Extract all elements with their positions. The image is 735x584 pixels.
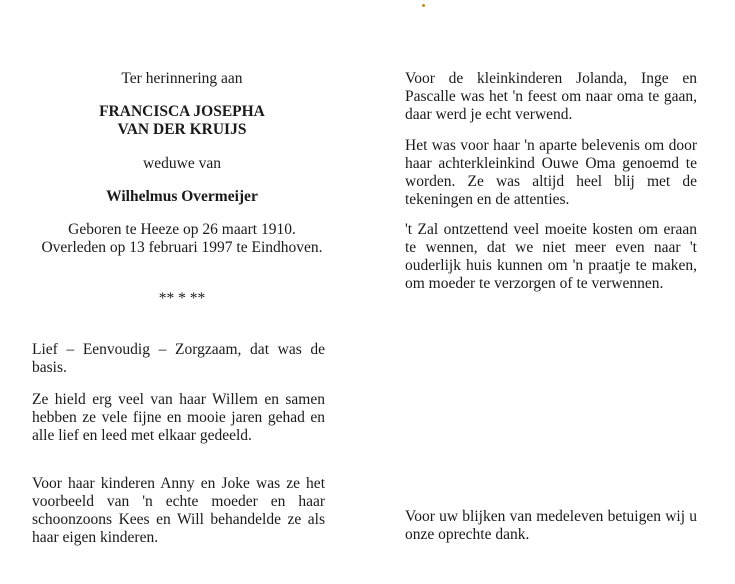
death-line: Overleden op 13 februari 1997 te Eindhoven.	[41, 239, 323, 256]
separator-stars: ** * **	[158, 290, 206, 307]
left-column	[32, 0, 332, 584]
right-column	[405, 0, 697, 584]
widow-of-text: weduwe van	[143, 155, 221, 172]
birth-line: Geboren te Heeze op 26 maart 1910.	[68, 221, 296, 238]
deceased-name-line1: FRANCISCA JOSEPHA	[99, 103, 265, 120]
paragraph-grandchildren: Voor de kleinkinderen Jolanda, Inge en Pascalle was het 'n feest om naar oma te gaan, daar werd je echt verwend.	[405, 70, 697, 123]
intro-text: Ter herinnering aan	[121, 70, 243, 87]
paragraph-basis: Lief – Eenvoudig – Zorgzaam, dat was de basis.	[32, 341, 325, 376]
husband-name: Wilhelmus Overmeijer	[106, 188, 258, 205]
paragraph-willem: Ze hield erg veel van haar Willem en samen hebben ze vele fijne en mooie jaren gehad en alle lief en leed met elkaar gedeeld.	[32, 391, 325, 444]
paragraph-children: Voor haar kinderen Anny en Joke was ze het voorbeeld van 'n echte moeder en haar schoonzoons Kees en Will behandelde ze als haar eigen kinderen.	[32, 475, 325, 546]
deceased-name-line2: VAN DER KRUIJS	[117, 121, 247, 138]
paragraph-great-grandchild: Het was voor haar 'n aparte belevenis om door haar achterkleinkind Ouwe Oma genoemd te worden. Ze was altijd heel blij met de tekeningen en de attenties.	[405, 137, 697, 208]
closing-thanks: Voor uw blijken van medeleven betuigen wij u onze oprechte dank.	[405, 508, 697, 543]
paragraph-missing-her: 't Zal ontzettend veel moeite kosten om eraan te wennen, dat we niet meer even naar 't ouderlijk huis kunnen om 'n praatje te maken, om moeder te verzorgen of te verwennen.	[405, 221, 697, 292]
